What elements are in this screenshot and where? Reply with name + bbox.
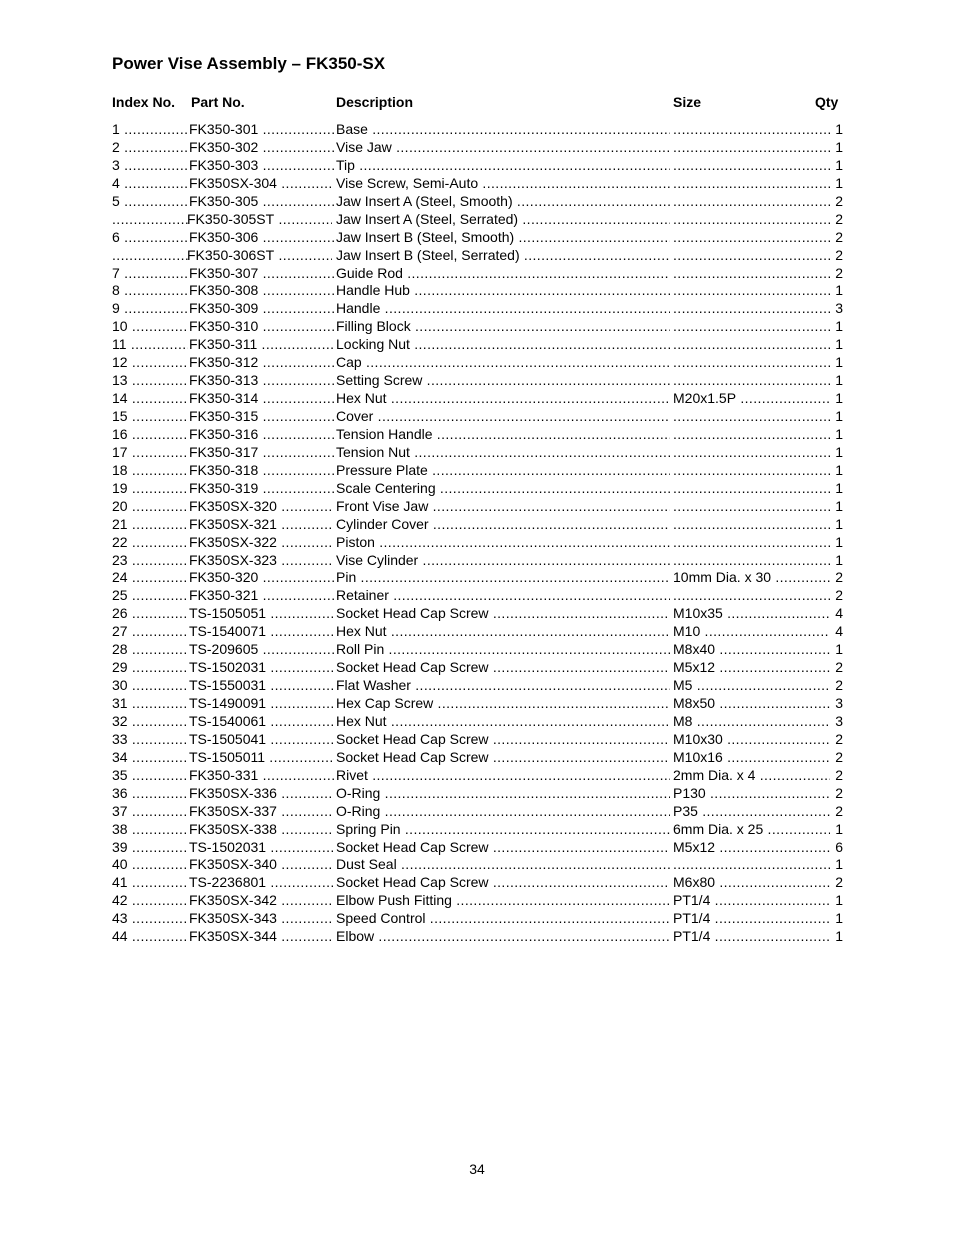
description-cell: Jaw Insert B (Steel, Smooth) ..... [336,229,670,247]
table-row [0,462,954,480]
size-cell: PT1/4 ..... [673,910,830,928]
parts-list [0,121,954,946]
table-row [0,892,954,910]
size-cell [673,247,830,265]
part-no-cell: TS-1502031 ..... [189,839,334,857]
size-cell: M5x12 ..... [673,659,830,677]
description-cell: Elbow Push Fitting ..... [336,892,670,910]
part-no-cell: FK350-303 ..... [189,157,334,175]
qty-cell: 1 [835,390,843,407]
table-row [0,516,954,534]
table-row [0,336,954,354]
index-cell: 13 ..... [112,372,188,390]
index-cell: 35 ..... [112,767,188,785]
description-cell: Socket Head Cap Screw ..... [336,839,670,857]
description-cell: Hex Cap Screw ..... [336,695,670,713]
index-cell: 8 ..... [112,282,188,300]
qty-cell: 4 [835,623,843,640]
size-cell: 6mm Dia. x 25 ..... [673,821,830,839]
index-cell: 38 ..... [112,821,188,839]
table-row [0,211,954,229]
index-cell: 43 ..... [112,910,188,928]
index-cell: 26 ..... [112,605,188,623]
qty-cell: 1 [835,910,843,927]
table-row [0,426,954,444]
description-cell: Hex Nut ..... [336,713,670,731]
part-no-cell: TS-1505051 ..... [189,605,334,623]
qty-cell: 1 [835,425,843,442]
part-no-cell: TS-2236801 ..... [189,874,334,892]
qty-cell: 1 [835,820,843,837]
description-cell: Rivet ..... [336,767,670,785]
part-no-cell: FK350-314 ..... [189,390,334,408]
size-cell: M10x30 ..... [673,731,830,749]
part-no-cell: FK350SX-322 ..... [189,534,334,552]
description-cell: Cylinder Cover ..... [336,516,670,534]
table-row [0,785,954,803]
size-cell [673,318,830,336]
table-row [0,408,954,426]
table-row [0,856,954,874]
description-cell: Tension Nut ..... [336,444,670,462]
size-cell: M10 ..... [673,623,830,641]
table-row [0,247,954,265]
qty-cell: 1 [835,641,843,658]
part-no-cell: FK350-305 ..... [189,193,334,211]
index-cell: 19 ..... [112,480,188,498]
part-no-cell: FK350-306 ..... [189,229,334,247]
part-no-cell: FK350SX-323 ..... [189,552,334,570]
size-cell [673,229,830,247]
index-cell: 17 ..... [112,444,188,462]
description-cell: Retainer ..... [336,587,670,605]
qty-cell: 2 [835,264,843,281]
index-cell: 34 ..... [112,749,188,767]
description-cell: Socket Head Cap Screw ..... [336,605,670,623]
description-cell: Filling Block ..... [336,318,670,336]
description-cell: Locking Nut ..... [336,336,670,354]
qty-cell: 1 [835,515,843,532]
table-row [0,265,954,283]
index-cell: 39 ..... [112,839,188,857]
qty-cell: 1 [835,479,843,496]
part-no-cell: FK350-321 ..... [189,587,334,605]
index-cell: 25 ..... [112,587,188,605]
size-cell: PT1/4 ..... [673,928,830,946]
size-cell [673,516,830,534]
part-no-cell: TS-1540071 ..... [189,623,334,641]
table-row [0,749,954,767]
part-no-cell: FK350-319 ..... [189,480,334,498]
size-cell: M8x40 ..... [673,641,830,659]
index-cell [112,247,188,265]
part-no-cell: FK350-308 ..... [189,282,334,300]
index-cell: 40 ..... [112,856,188,874]
table-row [0,498,954,516]
table-row [0,605,954,623]
part-no-cell: FK350-315 ..... [189,408,334,426]
qty-cell: 1 [835,461,843,478]
size-cell [673,426,830,444]
table-row [0,480,954,498]
table-row [0,821,954,839]
index-cell: 32 ..... [112,713,188,731]
description-cell: Jaw Insert B (Steel, Serrated) ..... [336,247,670,265]
index-cell: 33 ..... [112,731,188,749]
description-cell: Socket Head Cap Screw ..... [336,731,670,749]
qty-cell: 1 [835,533,843,550]
part-no-cell: FK350-313 ..... [189,372,334,390]
header-part-no: Part No. [191,94,245,110]
part-no-cell: TS-1502031 ..... [189,659,334,677]
size-cell: M8x50 ..... [673,695,830,713]
table-row [0,839,954,857]
qty-cell: 4 [835,605,843,622]
qty-cell: 1 [835,156,843,173]
size-cell [673,354,830,372]
description-cell: Tip ..... [336,157,670,175]
size-cell: P35 ..... [673,803,830,821]
description-cell: Handle ..... [336,300,670,318]
size-cell: 2mm Dia. x 4 ..... [673,767,830,785]
table-row [0,874,954,892]
size-cell [673,265,830,283]
part-no-cell: FK350SX-321 ..... [189,516,334,534]
description-cell: Speed Control ..... [336,910,670,928]
description-cell: Socket Head Cap Screw ..... [336,749,670,767]
size-cell [673,480,830,498]
qty-cell: 3 [835,300,843,317]
index-cell: 22 ..... [112,534,188,552]
description-cell: Pressure Plate ..... [336,462,670,480]
size-cell: M10x35 ..... [673,605,830,623]
part-no-cell: TS-1505041 ..... [189,731,334,749]
part-no-cell: TS-1505011 ..... [189,749,334,767]
size-cell [673,121,830,139]
qty-cell: 1 [835,282,843,299]
qty-cell: 2 [835,874,843,891]
size-cell: P130 ..... [673,785,830,803]
qty-cell: 2 [835,192,843,209]
size-cell: 10mm Dia. x 30 ..... [673,569,830,587]
part-no-cell: FK350-318 ..... [189,462,334,480]
size-cell: PT1/4 ..... [673,892,830,910]
table-row [0,318,954,336]
table-row [0,372,954,390]
index-cell: 29 ..... [112,659,188,677]
part-no-cell: FK350-302 ..... [189,139,334,157]
description-cell: Vise Cylinder ..... [336,552,670,570]
header-size: Size [673,94,702,110]
index-cell: 10 ..... [112,318,188,336]
description-cell: Roll Pin ..... [336,641,670,659]
index-cell [112,211,188,229]
description-cell: Front Vise Jaw ..... [336,498,670,516]
size-cell: M6x80 ..... [673,874,830,892]
qty-cell: 2 [835,210,843,227]
part-no-cell: FK350SX-338 ..... [189,821,334,839]
table-row [0,659,954,677]
table-row [0,928,954,946]
part-no-cell: FK350-316 ..... [189,426,334,444]
index-cell: 20 ..... [112,498,188,516]
index-cell: 9 ..... [112,300,188,318]
index-cell: 30 ..... [112,677,188,695]
qty-cell: 2 [835,569,843,586]
description-cell: Jaw Insert A (Steel, Serrated) ..... [336,211,670,229]
size-cell [673,462,830,480]
part-no-cell: FK350-331 ..... [189,767,334,785]
part-no-cell: TS-1490091 ..... [189,695,334,713]
table-row [0,910,954,928]
qty-cell: 1 [835,174,843,191]
description-cell: O-Ring ..... [336,803,670,821]
qty-cell: 2 [835,246,843,263]
index-cell: 6 ..... [112,229,188,247]
table-row [0,390,954,408]
size-cell [673,372,830,390]
index-cell: 16 ..... [112,426,188,444]
part-no-cell: FK350-305ST ..... [187,211,332,229]
qty-cell: 2 [835,784,843,801]
qty-cell: 3 [835,712,843,729]
qty-cell: 1 [835,138,843,155]
description-cell: Vise Screw, Semi-Auto ..... [336,175,670,193]
size-cell [673,193,830,211]
part-no-cell: FK350-306ST ..... [187,247,332,265]
size-cell: M8 ..... [673,713,830,731]
qty-cell: 2 [835,748,843,765]
table-row [0,677,954,695]
part-no-cell: FK350SX-320 ..... [189,498,334,516]
part-no-cell: FK350-317 ..... [189,444,334,462]
index-cell: 24 ..... [112,569,188,587]
part-no-cell: TS-1540061 ..... [189,713,334,731]
description-cell: Guide Rod ..... [336,265,670,283]
table-row [0,354,954,372]
part-no-cell: FK350SX-304 ..... [189,175,334,193]
index-cell: 23 ..... [112,552,188,570]
size-cell: M10x16 ..... [673,749,830,767]
index-cell: 11 ..... [112,336,188,354]
description-cell: Handle Hub ..... [336,282,670,300]
index-cell: 21 ..... [112,516,188,534]
qty-cell: 1 [835,372,843,389]
description-cell: Spring Pin ..... [336,821,670,839]
part-no-cell: FK350-311 ..... [189,336,334,354]
size-cell [673,139,830,157]
part-no-cell: FK350-309 ..... [189,300,334,318]
index-cell: 31 ..... [112,695,188,713]
description-cell: Pin ..... [336,569,670,587]
size-cell: M5x12 ..... [673,839,830,857]
size-cell [673,444,830,462]
description-cell: Socket Head Cap Screw ..... [336,874,670,892]
table-row [0,713,954,731]
description-cell: Scale Centering ..... [336,480,670,498]
index-cell: 2 ..... [112,139,188,157]
size-cell [673,856,830,874]
size-cell [673,587,830,605]
table-row [0,623,954,641]
description-cell: Dust Seal ..... [336,856,670,874]
description-cell: Base ..... [336,121,670,139]
table-row [0,193,954,211]
description-cell: O-Ring ..... [336,785,670,803]
index-cell: 14 ..... [112,390,188,408]
description-cell: Flat Washer ..... [336,677,670,695]
header-description: Description [336,94,414,110]
size-cell [673,175,830,193]
qty-cell: 1 [835,928,843,945]
table-row [0,569,954,587]
qty-cell: 2 [835,587,843,604]
qty-cell: 2 [835,730,843,747]
qty-cell: 2 [835,802,843,819]
part-no-cell: FK350SX-343 ..... [189,910,334,928]
table-row [0,587,954,605]
description-cell: Cover ..... [336,408,670,426]
index-cell: 1 ..... [112,121,188,139]
table-row [0,282,954,300]
size-cell: M5 ..... [673,677,830,695]
size-cell [673,211,830,229]
description-cell: Elbow ..... [336,928,670,946]
index-cell: 36 ..... [112,785,188,803]
table-row [0,229,954,247]
part-no-cell: FK350SX-340 ..... [189,856,334,874]
description-cell: Piston ..... [336,534,670,552]
size-cell [673,534,830,552]
description-cell: Cap ..... [336,354,670,372]
index-cell: 5 ..... [112,193,188,211]
index-cell: 27 ..... [112,623,188,641]
part-no-cell: FK350-320 ..... [189,569,334,587]
table-row [0,767,954,785]
header-index-no: Index No. [112,94,176,110]
size-cell: M20x1.5P ..... [673,390,830,408]
size-cell [673,552,830,570]
qty-cell: 2 [835,659,843,676]
qty-cell: 1 [835,336,843,353]
part-no-cell: TS-1550031 ..... [189,677,334,695]
part-no-cell: FK350-312 ..... [189,354,334,372]
table-row [0,641,954,659]
table-row [0,803,954,821]
description-cell: Hex Nut ..... [336,390,670,408]
page-number: 34 [469,1161,485,1177]
part-no-cell: FK350-310 ..... [189,318,334,336]
qty-cell: 1 [835,121,843,137]
table-row [0,731,954,749]
index-cell: 4 ..... [112,175,188,193]
qty-cell: 1 [835,443,843,460]
table-row [0,534,954,552]
index-cell: 3 ..... [112,157,188,175]
qty-cell: 1 [835,318,843,335]
part-no-cell: FK350SX-336 ..... [189,785,334,803]
index-cell: 28 ..... [112,641,188,659]
part-no-cell: FK350SX-337 ..... [189,803,334,821]
qty-cell: 1 [835,856,843,873]
index-cell: 37 ..... [112,803,188,821]
part-no-cell: FK350-301 ..... [189,121,334,139]
part-no-cell: FK350-307 ..... [189,265,334,283]
index-cell: 12 ..... [112,354,188,372]
index-cell: 15 ..... [112,408,188,426]
part-no-cell: FK350SX-342 ..... [189,892,334,910]
description-cell: Hex Nut ..... [336,623,670,641]
description-cell: Vise Jaw ..... [336,139,670,157]
description-cell: Setting Screw ..... [336,372,670,390]
size-cell [673,157,830,175]
size-cell [673,282,830,300]
table-row [0,444,954,462]
description-cell: Jaw Insert A (Steel, Smooth) ..... [336,193,670,211]
table-row [0,121,954,139]
part-no-cell: FK350SX-344 ..... [189,928,334,946]
table-row [0,139,954,157]
qty-cell: 1 [835,497,843,514]
part-no-cell: TS-209605 ..... [189,641,334,659]
size-cell [673,408,830,426]
qty-cell: 1 [835,408,843,424]
qty-cell: 1 [835,892,843,909]
index-cell: 18 ..... [112,462,188,480]
size-cell [673,300,830,318]
index-cell: 7 ..... [112,265,188,283]
qty-cell: 3 [835,695,843,711]
qty-cell: 2 [835,228,843,245]
size-cell [673,336,830,354]
table-row [0,300,954,318]
table-row [0,175,954,193]
index-cell: 42 ..... [112,892,188,910]
size-cell [673,498,830,516]
page-title: Power Vise Assembly – FK350-SX [112,54,386,73]
table-row [0,552,954,570]
index-cell: 41 ..... [112,874,188,892]
description-cell: Socket Head Cap Screw ..... [336,659,670,677]
index-cell: 44 ..... [112,928,188,946]
table-row [0,695,954,713]
description-cell: Tension Handle ..... [336,426,670,444]
qty-cell: 2 [835,677,843,694]
qty-cell: 6 [835,838,843,855]
header-qty: Qty [815,94,839,110]
qty-cell: 1 [835,551,843,568]
qty-cell: 2 [835,766,843,783]
table-row [0,157,954,175]
qty-cell: 1 [835,354,843,371]
